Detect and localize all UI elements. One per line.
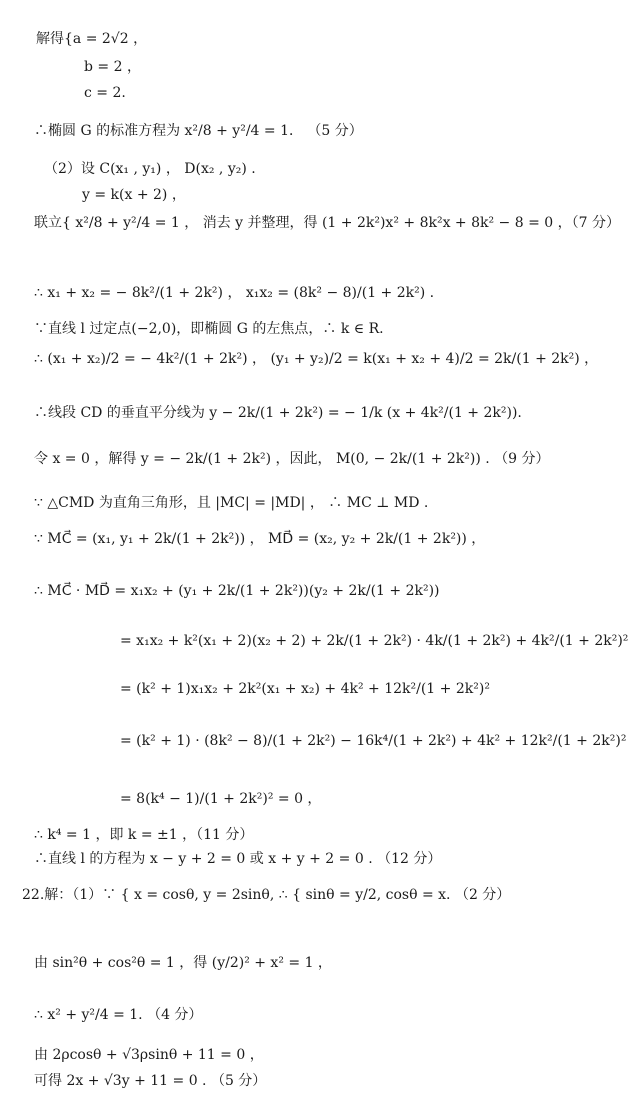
text-line-18: = (k² + 1) · (8k² − 8)/(1 + 2k²) − 16k⁴/(1 + 2k²) + 4k² + 12k²/(1 + 2k²)² xyxy=(120,733,627,749)
text-line-8: ∴ x₁ + x₂ = − 8k²/(1 + 2k²) ， x₁x₂ = (8k² − 8)/(1 + 2k²) . xyxy=(34,285,435,301)
text-line-25: 由 2ρcosθ + √3ρsinθ + 11 = 0 ， xyxy=(34,1047,264,1063)
text-line-4: ∴椭圆 G 的标准方程为 x²/8 + y²/4 = 1． （5 分） xyxy=(34,123,363,139)
text-line-19: = 8(k⁴ − 1)/(1 + 2k²)² = 0 ， xyxy=(120,791,322,807)
text-line-21: ∴直线 l 的方程为 x − y + 2 = 0 或 x + y + 2 = 0 . （12 分） xyxy=(34,851,442,867)
text-line-26: 可得 2x + √3y + 11 = 0 . （5 分） xyxy=(34,1073,267,1089)
text-line-1: 解得{a = 2√2 ， xyxy=(36,31,148,47)
text-line-20: ∴ k⁴ = 1 ，即 k = ±1 ，（11 分） xyxy=(34,827,254,843)
text-line-24: ∴ x² + y²/4 = 1. （4 分） xyxy=(34,1007,203,1023)
text-line-13: ∵ △CMD 为直角三角形，且 |MC| = |MD| ， ∴ MC ⊥ MD . xyxy=(34,495,429,511)
text-line-9: ∵直线 l 过定点(−2,0)，即椭圆 G 的左焦点，∴ k ∈ R. xyxy=(34,321,384,337)
text-line-17: = (k² + 1)x₁x₂ + 2k²(x₁ + x₂) + 4k² + 12k²/(1 + 2k²)² xyxy=(120,681,490,697)
text-line-6: y = k(x + 2) ， xyxy=(82,187,186,203)
text-line-10: ∴ (x₁ + x₂)/2 = − 4k²/(1 + 2k²) ， (y₁ + y₂)/2 = k(x₁ + x₂ + 4)/2 = 2k/(1 + 2k²) ， xyxy=(34,351,599,367)
text-line-14: ∵ MC⃗ = (x₁, y₁ + 2k/(1 + 2k²)) ， MD⃗ = (x₂, y₂ + 2k/(1 + 2k²)) ， xyxy=(34,531,486,547)
text-line-15: ∴ MC⃗ · MD⃗ = x₁x₂ + (y₁ + 2k/(1 + 2k²))(y₂ + 2k/(1 + 2k²)) xyxy=(34,583,440,599)
text-line-2: b = 2 ， xyxy=(84,59,141,75)
text-line-12: 令 x = 0 ，解得 y = − 2k/(1 + 2k²) ，因此， M(0, − 2k/(1 + 2k²)) . （9 分） xyxy=(34,451,550,467)
text-line-5: （2）设 C(x₁ , y₁) ， D(x₂ , y₂) . xyxy=(44,161,256,177)
text-line-11: ∴线段 CD 的垂直平分线为 y − 2k/(1 + 2k²) = − 1/k (x + 4k²/(1 + 2k²)). xyxy=(34,405,522,421)
text-line-22: 22.解：（1）∵ { x = cosθ, y = 2sinθ, ∴ { sinθ = y/2, cosθ = x. （2 分） xyxy=(22,887,511,903)
text-line-23: 由 sin²θ + cos²θ = 1 ，得 (y/2)² + x² = 1 ， xyxy=(34,955,332,971)
text-line-16: = x₁x₂ + k²(x₁ + 2)(x₂ + 2) + 2k/(1 + 2k²) · 4k/(1 + 2k²) + 4k²/(1 + 2k²)² xyxy=(120,633,629,649)
text-line-7: 联立{ x²/8 + y²/4 = 1 ， 消去 y 并整理，得 (1 + 2k²)x² + 8k²x + 8k² − 8 = 0 ，（7 分） xyxy=(34,215,620,231)
text-line-3: c = 2. xyxy=(84,85,126,101)
